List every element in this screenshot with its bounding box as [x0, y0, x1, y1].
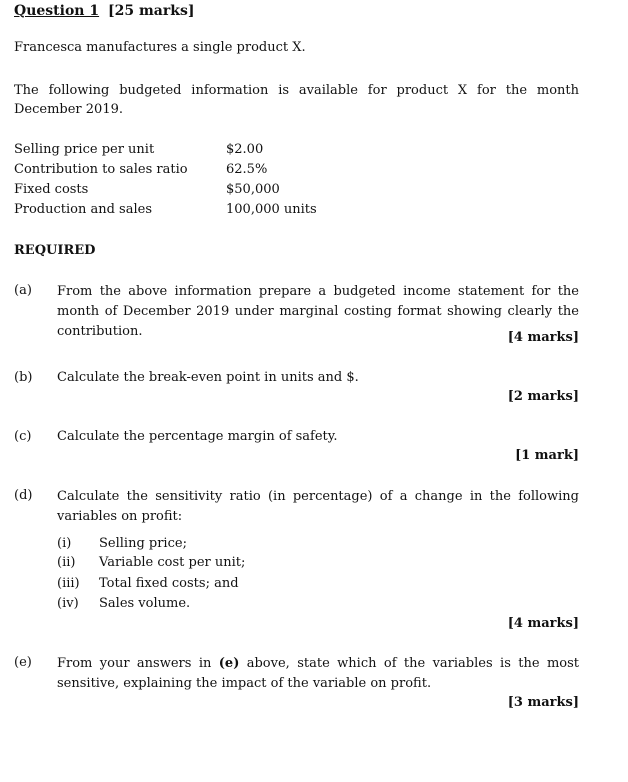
- part-label: (c): [14, 429, 32, 444]
- part-text: [57, 654, 579, 694]
- subitem-text: Selling price;: [99, 536, 187, 551]
- subitem-label: (iii): [57, 576, 80, 591]
- part-text: Calculate the percentage margin of safety.: [57, 429, 338, 444]
- subitem-label: (i): [57, 536, 72, 551]
- part-text: Calculate the break-even point in units and $.: [57, 370, 359, 385]
- intro-text: Francesca manufactures a single product X.: [14, 40, 306, 55]
- budget-label: Production and sales: [14, 202, 152, 217]
- part-marks: [1 mark]: [515, 448, 579, 463]
- part-marks: [3 marks]: [507, 695, 579, 710]
- part-text: Calculate the sensitivity ratio (in percentage) of a change in the following variables on profit:: [57, 489, 579, 524]
- required-heading: REQUIRED: [14, 243, 96, 258]
- budget-value: $2.00: [226, 142, 264, 157]
- budget-label: Selling price per unit: [14, 142, 155, 157]
- subitem-label: (ii): [57, 555, 76, 570]
- subitem-text: Total fixed costs; and: [99, 576, 239, 591]
- subitem-text: Sales volume.: [99, 596, 191, 611]
- part-label: (b): [14, 370, 33, 385]
- part-text: From the above information prepare a budgeted income statement for the month of December 2019 under marginal costing format showing clearly the contribution.: [57, 284, 579, 339]
- subitem-text: Variable cost per unit;: [99, 555, 246, 570]
- budget-intro: The following budgeted information is available for product X for the month December 2019.: [14, 83, 579, 117]
- part-label: (e): [14, 655, 32, 670]
- question-marks: [25 marks]: [108, 3, 195, 19]
- budget-label: Contribution to sales ratio: [14, 162, 188, 177]
- part-marks: [4 marks]: [507, 330, 579, 345]
- budget-value: 100,000 units: [226, 202, 317, 217]
- part-label: (d): [14, 488, 33, 503]
- part-marks: [4 marks]: [507, 616, 579, 631]
- budget-label: Fixed costs: [14, 182, 89, 197]
- budget-value: $50,000: [226, 182, 280, 197]
- budget-value: 62.5%: [226, 162, 268, 177]
- part-reference: (e): [218, 656, 240, 671]
- question-heading: [14, 2, 194, 20]
- part-text-segment: above, state which of the variables is the most sensitive, explaining the impact of the variable on profit.: [57, 656, 579, 691]
- part-label: (a): [14, 283, 32, 298]
- part-text-segment: From your answers in: [57, 656, 219, 671]
- question-number: Question 1: [14, 3, 100, 19]
- part-marks: [2 marks]: [507, 389, 579, 404]
- subitem-label: (iv): [57, 596, 79, 611]
